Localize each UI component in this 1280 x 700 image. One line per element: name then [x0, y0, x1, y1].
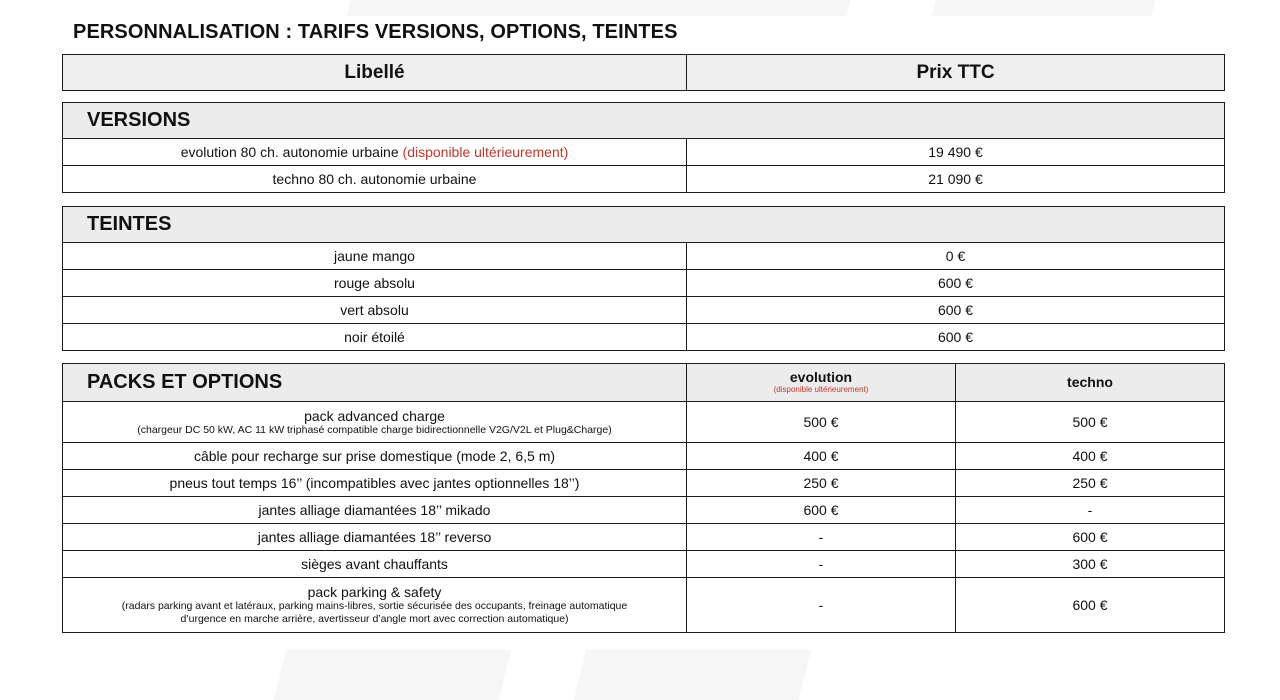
page-title: PERSONNALISATION : TARIFS VERSIONS, OPTIONS, TEINTES [73, 21, 678, 43]
teinte-label: rouge absolu [63, 270, 687, 297]
table-row [63, 270, 1225, 297]
teinte-price: 0 € [687, 243, 1225, 270]
table-row [63, 166, 1225, 193]
availability-note: (disponible ultérieurement) [773, 385, 869, 394]
column-header-evolution: evolution (disponible ultérieurement) [687, 364, 956, 402]
price-evolution: 500 € [687, 402, 956, 443]
option-label: pack parking & safety (radars parking avant et latéraux, parking mains-libres, sortie sécurisée des occupants, freinage automatique d’urgence en marche arrière, avertisseur d’angle mort avec correction automatique) [63, 578, 687, 633]
table-row [63, 243, 1225, 270]
header-table [62, 54, 1225, 91]
price-evolution: 400 € [687, 443, 956, 470]
table-row [63, 324, 1225, 351]
table-row [63, 139, 1225, 166]
table-row [63, 497, 1225, 524]
version-price: 21 090 € [687, 166, 1225, 193]
teinte-price: 600 € [687, 324, 1225, 351]
price-techno: - [956, 497, 1225, 524]
table-row [63, 297, 1225, 324]
option-label: pneus tout temps 16’’ (incompatibles avec jantes optionnelles 18’’) [63, 470, 687, 497]
versions-table [62, 102, 1225, 193]
price-techno: 250 € [956, 470, 1225, 497]
price-techno: 500 € [956, 402, 1225, 443]
availability-note: (disponible ultérieurement) [402, 144, 569, 160]
packs-table [62, 363, 1225, 633]
column-header-techno: techno [956, 364, 1225, 402]
option-label: câble pour recharge sur prise domestique (mode 2, 6,5 m) [63, 443, 687, 470]
price-techno: 600 € [956, 524, 1225, 551]
version-price: 19 490 € [687, 139, 1225, 166]
table-row [63, 402, 1225, 443]
price-techno: 600 € [956, 578, 1225, 633]
decorative-shape [347, 0, 853, 16]
option-label: sièges avant chauffants [63, 551, 687, 578]
price-evolution: - [687, 578, 956, 633]
teinte-label: vert absolu [63, 297, 687, 324]
column-header-price: Prix TTC [687, 55, 1225, 91]
decorative-shape [932, 0, 1158, 16]
section-title-versions: VERSIONS [63, 103, 1225, 139]
price-evolution: - [687, 551, 956, 578]
teintes-table [62, 206, 1225, 351]
table-row [63, 578, 1225, 633]
version-label: techno 80 ch. autonomie urbaine [63, 166, 687, 193]
price-evolution: 600 € [687, 497, 956, 524]
option-label: jantes alliage diamantées 18’’ reverso [63, 524, 687, 551]
section-title-teintes: TEINTES [63, 207, 1225, 243]
price-evolution: - [687, 524, 956, 551]
option-description: (chargeur DC 50 kW, AC 11 kW triphasé compatible charge bidirectionnelle V2G/V2L et Plug&Charge) [137, 423, 612, 436]
option-description: (radars parking avant et latéraux, parking mains-libres, sortie sécurisée des occupants, freinage automatique [121, 600, 628, 612]
decorative-shape [274, 650, 511, 700]
table-row [63, 524, 1225, 551]
price-techno: 300 € [956, 551, 1225, 578]
column-header-label: Libellé [63, 55, 687, 91]
teinte-price: 600 € [687, 270, 1225, 297]
price-techno: 400 € [956, 443, 1225, 470]
version-label: evolution 80 ch. autonomie urbaine (disponible ultérieurement) [63, 139, 687, 166]
table-row [63, 470, 1225, 497]
teinte-price: 600 € [687, 297, 1225, 324]
table-row [63, 551, 1225, 578]
option-label: jantes alliage diamantées 18’’ mikado [63, 497, 687, 524]
teinte-label: jaune mango [63, 243, 687, 270]
price-evolution: 250 € [687, 470, 956, 497]
decorative-shape [574, 650, 811, 700]
teinte-label: noir étoilé [63, 324, 687, 351]
section-title-packs: PACKS ET OPTIONS [63, 364, 687, 402]
option-label: pack advanced charge (chargeur DC 50 kW, AC 11 kW triphasé compatible charge bidirectionnelle V2G/V2L et Plug&Charge) [63, 402, 687, 443]
table-row [63, 443, 1225, 470]
option-description: d’urgence en marche arrière, avertisseur d’angle mort avec correction automatique) [180, 613, 569, 625]
